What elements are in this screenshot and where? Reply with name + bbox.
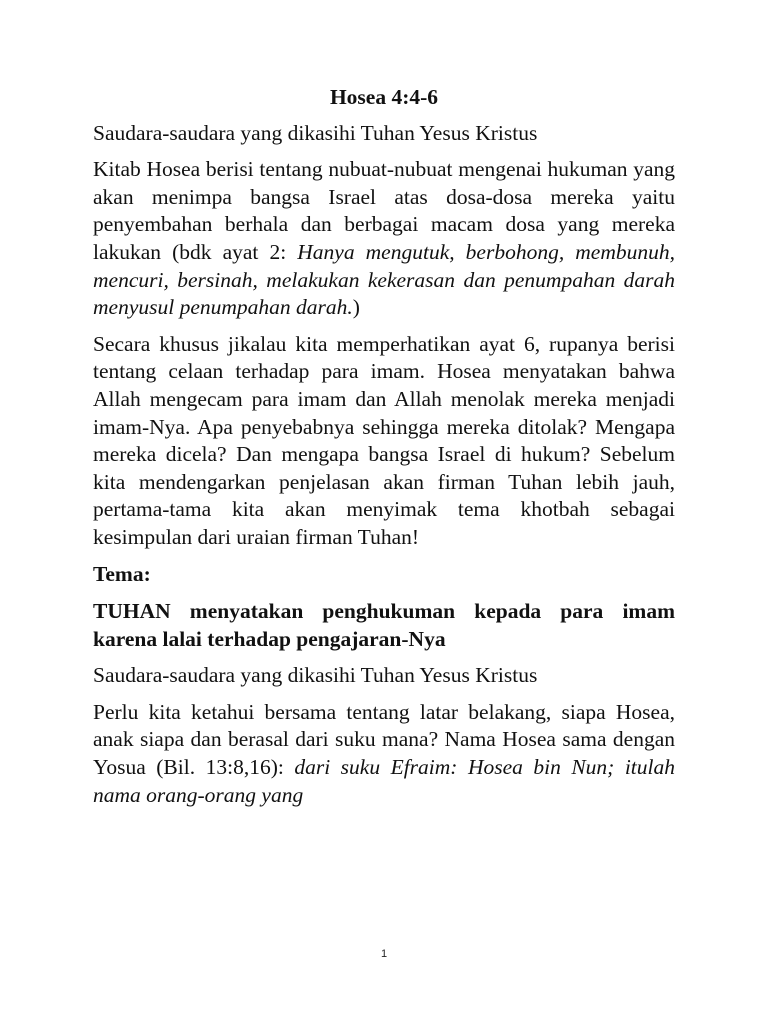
paragraph-background-quote: dari suku Efraim: Hosea bin Nun; itulah nama orang-orang yang bbox=[93, 755, 675, 807]
paragraph-background bbox=[93, 699, 675, 809]
paragraph-intro-close: ) bbox=[352, 295, 360, 320]
paragraph-verse-6: Secara khusus jikalau kita memperhatikan ayat 6, rupanya berisi tentang celaan terhadap para imam. Hosea menyatakan bahwa Allah mengecam para imam dan Allah menolak mereka menjadi imam-Nya. Apa penyebabnya sehingga mereka ditolak? Mengapa mereka dicela? Dan mengapa bangsa Israel di hukum? Sebelum kita mendengarkan penjelasan akan firman Tuhan lebih jauh, pertama-tama kita akan menyimak tema khotbah sebagai kesimpulan dari uraian firman Tuhan! bbox=[93, 331, 675, 549]
paragraph-intro-quote: Hanya mengutuk, berbohong, membunuh, mencuri, bersinah, melakukan kekerasan dan penumpahan darah menyusul penumpahan darah. bbox=[93, 239, 675, 320]
theme-label: Tema: bbox=[93, 561, 151, 586]
paragraph-intro-text: Kitab Hosea berisi tentang nubuat-nubuat mengenai hukuman yang akan menimpa bangsa Israel atas dosa-dosa mereka yaitu penyembahan berhala dan berbagai macam dosa yang mereka lakukan (bdk ayat 2: bbox=[93, 157, 675, 264]
page-number: 1 bbox=[380, 948, 388, 960]
greeting-line: Saudara-saudara yang dikasihi Tuhan Yesus Kristus bbox=[93, 120, 538, 145]
theme-statement: TUHAN menyatakan penghukuman kepada para imam karena lalai terhadap pengajaran-Nya bbox=[93, 599, 675, 651]
document-page bbox=[93, 84, 675, 818]
paragraph-intro bbox=[93, 156, 675, 322]
document-title: Hosea 4:4-6 bbox=[329, 85, 439, 109]
greeting-line-2: Saudara-saudara yang dikasihi Tuhan Yesus Kristus bbox=[93, 663, 538, 688]
paragraph-background-text: Perlu kita ketahui bersama tentang latar belakang, siapa Hosea, anak siapa dan berasal dari suku mana? Nama Hosea sama dengan Yosua (Bil. 13:8,16): bbox=[93, 699, 675, 780]
